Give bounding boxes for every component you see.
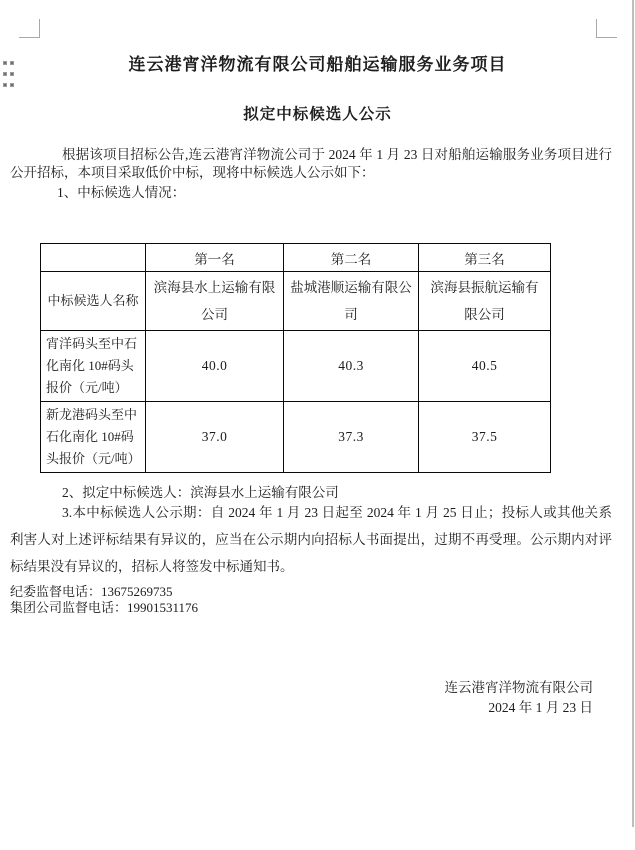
price-cell: 37.3	[284, 402, 419, 473]
table-row-xinlonggang-price	[41, 402, 551, 473]
signature-date: 2024 年 1 月 23 日	[488, 700, 593, 715]
column-header-first: 第一名	[146, 244, 284, 272]
price-cell: 37.5	[419, 402, 551, 473]
price-cell: 40.3	[284, 331, 419, 402]
column-header-second: 第二名	[284, 244, 419, 272]
price-cell: 40.0	[146, 331, 284, 402]
list-item-2: 2、拟定中标候选人：滨海县水上运输有限公司	[62, 485, 339, 500]
candidate-name-cell: 盐城港顺运输有限公司	[284, 272, 419, 331]
document-title: 连云港宵洋物流有限公司船舶运输服务业务项目	[128, 55, 507, 74]
list-item-3: 3.本中标候选人公示期：自 2024 年 1 月 23 日起至 2024 年 1 月 25 日止；投标人或其他关系利害人对上述评标结果有异议的，应当在公示期内向招标人书面提出，过期不再受理。公示期内对评标结果没有异议的，招标人将签发中标通知书。	[10, 505, 612, 574]
list-item-1: 1、中标候选人情况：	[57, 185, 186, 200]
row-label-xinlonggang-price: 新龙港码头至中石化南化 10#码头报价（元/吨）	[41, 402, 146, 473]
discipline-phone-line: 纪委监督电话：13675269735	[10, 584, 173, 599]
document-subtitle: 拟定中标候选人公示	[243, 106, 392, 123]
signature-company: 连云港宵洋物流有限公司	[444, 680, 593, 695]
supervision-phones	[10, 584, 490, 615]
column-header-third: 第三名	[419, 244, 551, 272]
margin-crop-mark-top-left	[19, 19, 40, 38]
price-cell: 40.5	[419, 331, 551, 402]
signature-block	[193, 678, 593, 718]
table-header-row	[41, 244, 551, 272]
price-cell: 37.0	[146, 402, 284, 473]
table-row-xiaoyang-price	[41, 331, 551, 402]
group-phone-line: 集团公司监督电话：19901531176	[10, 599, 199, 615]
row-label-xiaoyang-price: 宵洋码头至中石化南化 10#码头报价（元/吨）	[41, 331, 146, 402]
bid-candidates-table	[40, 243, 551, 473]
table-row-candidate-names	[41, 272, 551, 331]
candidate-name-cell: 滨海县水上运输有限公司	[146, 272, 284, 331]
row-label-candidate-names: 中标候选人名称	[41, 272, 146, 331]
margin-crop-mark-top-right	[596, 19, 617, 38]
candidate-name-cell: 滨海县振航运输有限公司	[419, 272, 551, 331]
intro-paragraph: 根据该项目招标公告,连云港宵洋物流公司于 2024 年 1 月 23 日对船舶运输服务业务项目进行公开招标，本项目采取低价中标，现将中标候选人公示如下：	[10, 147, 612, 180]
table-corner-cell	[41, 244, 146, 272]
